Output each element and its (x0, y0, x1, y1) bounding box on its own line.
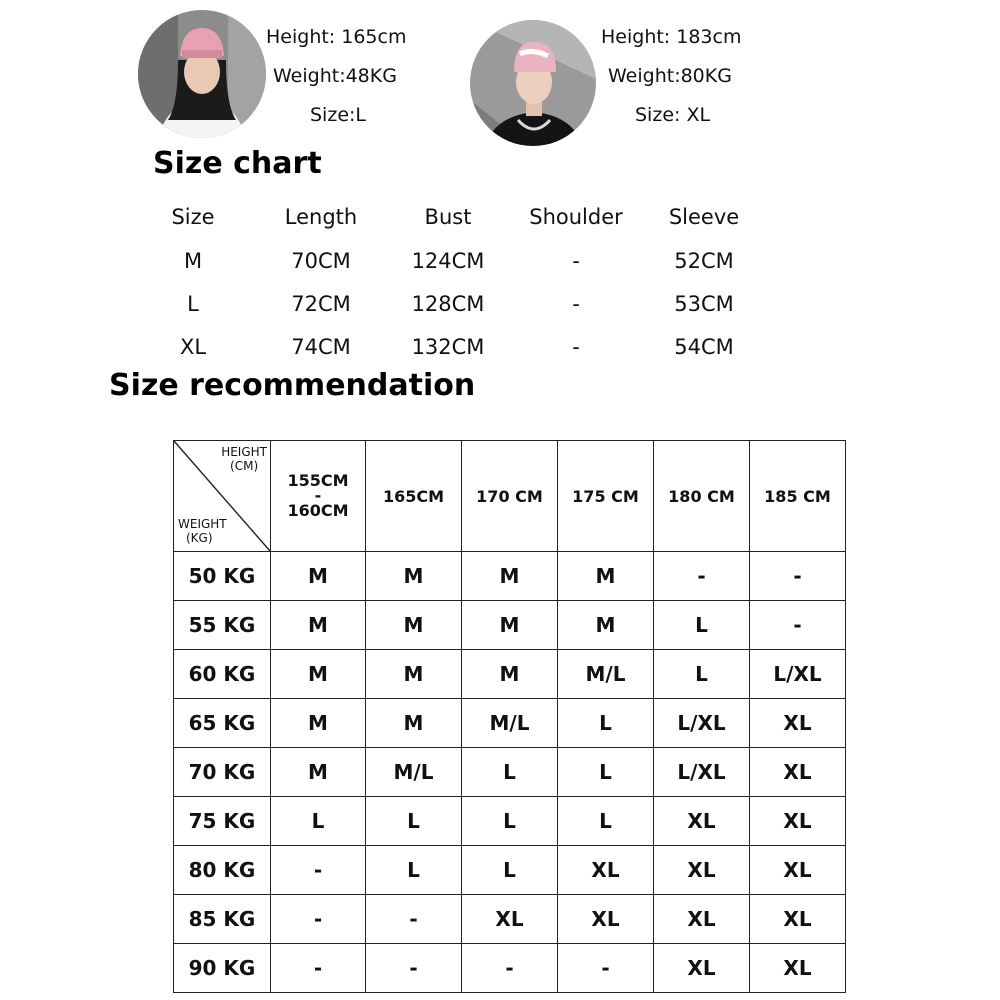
column-header: 175 CM (558, 441, 654, 552)
size-cell: - (750, 601, 846, 650)
size-chart-cell: - (572, 335, 580, 359)
size-cell: M (462, 601, 558, 650)
size-chart-cell: - (572, 292, 580, 316)
size-chart-cell: L (187, 292, 199, 316)
table-row (174, 797, 846, 846)
size-chart-cell: - (572, 249, 580, 273)
size-chart-cell: 128CM (411, 292, 485, 316)
size-chart-cell: 54CM (674, 335, 734, 359)
size-cell: M (558, 601, 654, 650)
size-cell: XL (654, 895, 750, 944)
size-recommendation-title: Size recommendation (109, 368, 476, 403)
size-cell: XL (654, 846, 750, 895)
size-cell: M (271, 748, 366, 797)
size-cell: - (271, 846, 366, 895)
size-cell: M (271, 650, 366, 699)
size-chart-header-size: Size (171, 205, 215, 229)
size-chart-cell: 74CM (291, 335, 351, 359)
row-weight-label: 65 KG (174, 699, 271, 748)
size-chart-header-length: Length (284, 205, 358, 229)
row-weight-label: 60 KG (174, 650, 271, 699)
size-chart-cell: 132CM (411, 335, 485, 359)
size-cell: L (366, 846, 462, 895)
size-chart-cell: XL (179, 335, 207, 359)
size-cell: L (558, 699, 654, 748)
size-chart-cell: 53CM (674, 292, 734, 316)
row-weight-label: 85 KG (174, 895, 271, 944)
size-cell: M/L (558, 650, 654, 699)
size-cell: M (366, 699, 462, 748)
size-cell: XL (654, 797, 750, 846)
size-chart-cell: 52CM (674, 249, 734, 273)
size-chart-header-sleeve: Sleeve (668, 205, 740, 229)
model-1-size: Size:L (310, 104, 366, 126)
model-photo-female (138, 10, 266, 138)
size-cell: M/L (462, 699, 558, 748)
size-cell: - (750, 552, 846, 601)
size-cell: L (654, 650, 750, 699)
table-row (174, 601, 846, 650)
size-cell: XL (750, 699, 846, 748)
row-weight-label: 50 KG (174, 552, 271, 601)
size-cell: L (654, 601, 750, 650)
table-row (174, 650, 846, 699)
corner-weight-unit: (KG) (186, 531, 213, 545)
size-cell: XL (654, 944, 750, 993)
column-header-155: 155CM (287, 471, 349, 490)
size-cell: - (271, 895, 366, 944)
row-weight-label: 75 KG (174, 797, 271, 846)
table-row (174, 944, 846, 993)
size-chart-cell: M (183, 249, 203, 273)
size-cell: - (271, 944, 366, 993)
size-cell: XL (558, 846, 654, 895)
model-1-weight: Weight:48KG (273, 65, 397, 87)
size-cell: L (462, 846, 558, 895)
column-header: 165CM (366, 441, 462, 552)
column-header: 185 CM (750, 441, 846, 552)
size-cell: XL (750, 797, 846, 846)
column-header-dash: - (314, 486, 322, 505)
size-cell: XL (558, 895, 654, 944)
size-chart-title: Size chart (153, 146, 322, 181)
size-chart-cell: 70CM (291, 249, 351, 273)
size-cell: - (366, 944, 462, 993)
size-cell: L/XL (654, 699, 750, 748)
size-cell: L (558, 748, 654, 797)
size-cell: L (366, 797, 462, 846)
model-photo-male (470, 20, 596, 146)
size-cell: M (271, 601, 366, 650)
corner-height-text: HEIGHT (221, 445, 267, 459)
size-cell: M (558, 552, 654, 601)
size-cell: L/XL (750, 650, 846, 699)
size-cell: L (271, 797, 366, 846)
size-cell: XL (750, 748, 846, 797)
table-row (174, 552, 846, 601)
column-header: 170 CM (462, 441, 558, 552)
model-2-stats (601, 18, 741, 135)
size-cell: L (558, 797, 654, 846)
table-row (174, 699, 846, 748)
size-chart-header-bust: Bust (424, 205, 472, 229)
size-cell: M (366, 601, 462, 650)
corner-weight-text: WEIGHT (178, 517, 227, 531)
size-cell: M/L (366, 748, 462, 797)
model-1-height: Height: 165cm (266, 26, 407, 48)
size-chart-cell: 124CM (411, 249, 485, 273)
model-2-size: Size: XL (635, 104, 711, 126)
size-cell: M (271, 699, 366, 748)
size-cell: - (558, 944, 654, 993)
column-header: 180 CM (654, 441, 750, 552)
size-cell: XL (750, 846, 846, 895)
row-weight-label: 90 KG (174, 944, 271, 993)
size-cell: - (366, 895, 462, 944)
table-row (174, 846, 846, 895)
size-cell: L (462, 797, 558, 846)
size-chart-header-shoulder: Shoulder (529, 205, 623, 229)
size-cell: L (462, 748, 558, 797)
model-2-height: Height: 183cm (601, 26, 742, 48)
row-weight-label: 70 KG (174, 748, 271, 797)
size-cell: L/XL (654, 748, 750, 797)
corner-height-label (221, 445, 267, 473)
size-cell: M (462, 650, 558, 699)
size-recommendation-table (173, 440, 846, 993)
corner-weight-label (178, 517, 227, 545)
size-cell: XL (750, 895, 846, 944)
table-row (174, 748, 846, 797)
row-weight-label: 55 KG (174, 601, 271, 650)
size-cell: XL (750, 944, 846, 993)
size-cell: M (462, 552, 558, 601)
column-header-160: 160CM (287, 501, 349, 520)
size-cell: - (654, 552, 750, 601)
size-cell: - (462, 944, 558, 993)
table-corner-cell (174, 441, 271, 552)
size-chart-cell: 72CM (291, 292, 351, 316)
corner-height-unit: (CM) (230, 459, 259, 473)
size-cell: XL (462, 895, 558, 944)
row-weight-label: 80 KG (174, 846, 271, 895)
size-cell: M (366, 552, 462, 601)
column-header-155-160 (271, 441, 366, 552)
size-cell: M (366, 650, 462, 699)
table-header-row (174, 441, 846, 552)
size-cell: M (271, 552, 366, 601)
model-2-weight: Weight:80KG (608, 65, 732, 87)
table-row (174, 895, 846, 944)
model-1-stats (266, 18, 406, 135)
